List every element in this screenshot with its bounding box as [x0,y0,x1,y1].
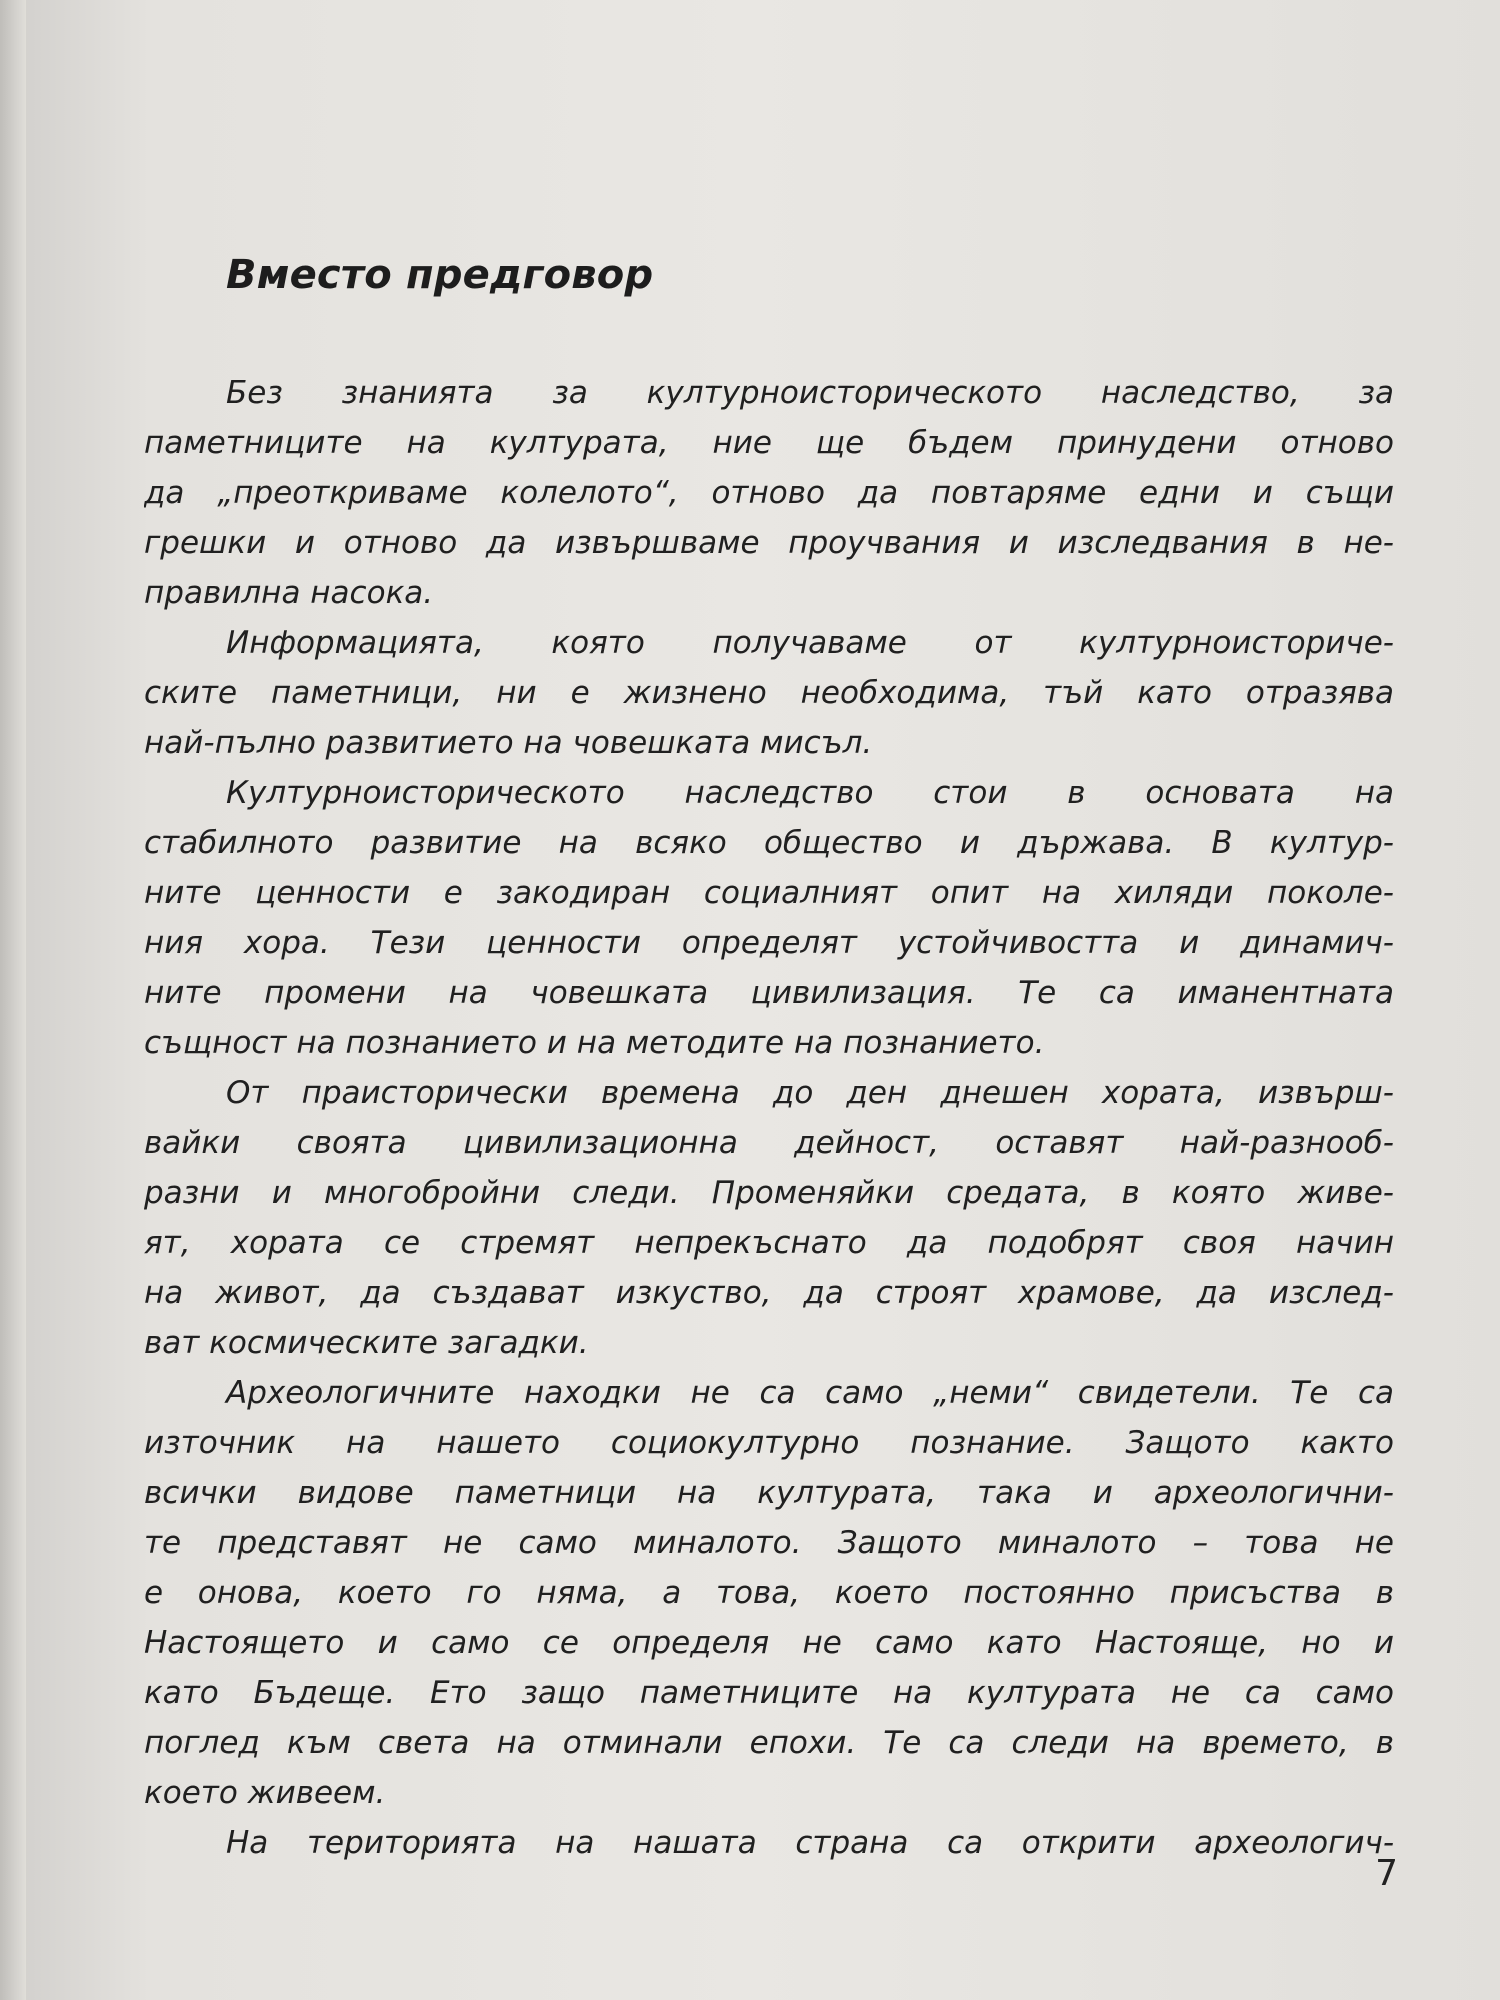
text-line: на живот, да създават изкуство, да строят храмове, да изслед- [144,1275,1394,1311]
text-line: те представят не само миналото. Защото миналото – това не [144,1525,1394,1561]
text-line: Без знанията за културноисторическото наследство, за [226,375,1394,411]
text-line: ят, хората се стремят непрекъснато да подобрят своя начин [144,1225,1394,1261]
paragraph [144,618,1394,768]
text-line: вайки своята цивилизационна дейност, оставят най-разнооб- [144,1125,1394,1161]
body-text [144,368,1394,1868]
text-line: е онова, което го няма, а това, което постоянно присъства в [144,1575,1394,1611]
text-line: Културноисторическото наследство стои в основата на [226,775,1394,811]
text-line: което живеем. [144,1775,386,1811]
page-binding-edge [0,0,26,2000]
text-line: грешки и отново да извършваме проучвания и изследвания в не- [144,525,1394,561]
text-line: да „преоткриваме колелото“, отново да повтаряме едни и същи [144,475,1394,511]
text-line: най-пълно развитието на човешката мисъл. [144,725,873,761]
text-line: ния хора. Тези ценности определят устойчивостта и динамич- [144,925,1394,961]
page-number: 7 [1375,1853,1398,1894]
text-line: поглед към света на отминали епохи. Те са следи на времето, в [144,1725,1394,1761]
text-line: паметниците на културата, ние ще бъдем принудени отново [144,425,1394,461]
text-line: На територията на нашата страна са открити археологич- [226,1825,1394,1861]
text-line: ните ценности е закодиран социалният опит на хиляди поколе- [144,875,1394,911]
text-line: От праисторически времена до ден днешен хората, извърш- [226,1075,1394,1111]
text-line: Настоящето и само се определя не само като Настояще, но и [144,1625,1394,1661]
text-line: източник на нашето социокултурно познание. Защото както [144,1425,1394,1461]
text-line: ват космическите загадки. [144,1325,589,1361]
text-line: ските паметници, ни е жизнено необходима, тъй като отразява [144,675,1394,711]
text-line: като Бъдеще. Ето защо паметниците на културата не са само [144,1675,1394,1711]
paragraph [144,1368,1394,1818]
text-line: Информацията, която получаваме от културноисториче- [226,625,1394,661]
text-line: Археологичните находки не са само „неми“ свидетели. Те са [226,1375,1394,1411]
paragraph [144,1068,1394,1368]
text-line: правилна насока. [144,575,434,611]
text-line: ните промени на човешката цивилизация. Те са иманентната [144,975,1394,1011]
text-line: стабилното развитие на всяко общество и държава. В култур- [144,825,1394,861]
text-line: всички видове паметници на културата, така и археологични- [144,1475,1394,1511]
text-line: разни и многобройни следи. Променяйки средата, в която живе- [144,1175,1394,1211]
paragraph [144,768,1394,1068]
paragraph [144,1818,1394,1868]
paragraph [144,368,1394,618]
section-heading: Вместо предговор [226,252,654,298]
text-line: същност на познанието и на методите на познанието. [144,1025,1045,1061]
